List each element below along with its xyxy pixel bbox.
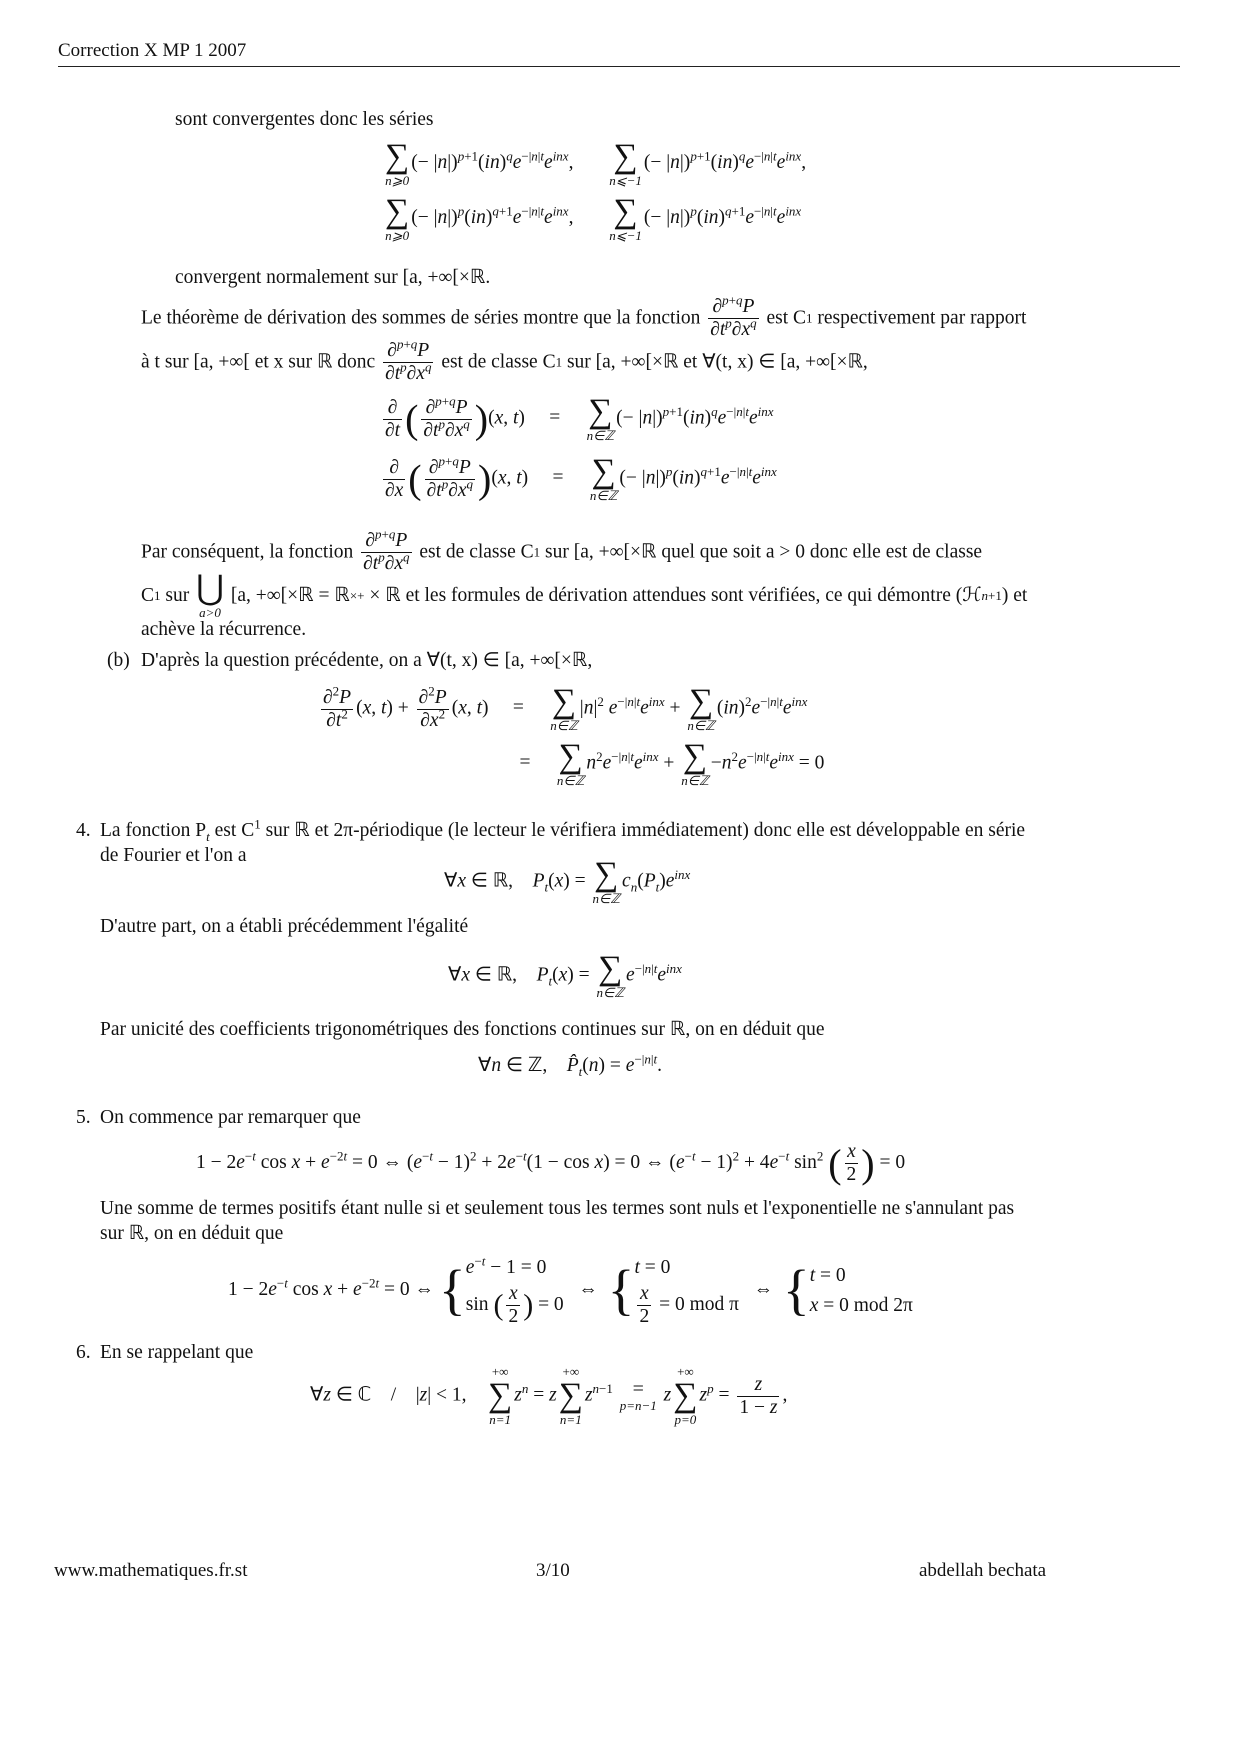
question-5-line-1: On commence par remarquer que <box>100 1107 361 1128</box>
text-recurrence-end: achève la récurrence. <box>141 619 307 640</box>
question-4-label: 4. <box>76 820 91 841</box>
text-union-formulas: × ℝ et les formules de dérivation attendues sont vérifiées, ce qui démontre (ℋ <box>369 585 982 606</box>
equation-geometric-series: ∀z ∈ ℂ / |z| < 1, +∞ ∑ n=1 $z^n = z$ +∞ ∑ n=1 $z^{n-1}$ = p=n−1 z +∞ ∑ p=0 $z^p$ = $\frac{z}{1 - z}$ , <box>310 1364 788 1427</box>
equation-laplacian-1: $\frac{\partial^2P}{\partial t^2}$ (x, t) + $\frac{\partial^2P}{\partial x^2}$ (x, t) = ∑ n∈ℤ $|n|^2$ $e^{-|n|t}e^{inx}$ + ∑ n∈ℤ $(in)^2e^{-|n|t}e^{inx}$ <box>323 683 808 733</box>
text-union-domain: C1 sur ⋃ a>0 [a, +∞[×ℝ = ℝ×+ × ℝ et les formules de dérivation attendues sont vérifiées, ce qui démontre (ℋn+1) et <box>141 570 1028 620</box>
equation-series-1: ∑ n⩾0 (− $|n|)^{p+1}(in)^qe^{-|n|t}e^{inx}$, ∑ n⩽−1 (− $|n|)^{p+1}(in)^qe^{-|n|t}e^{inx}$, <box>385 138 807 188</box>
fraction-partial-pq-2: $\frac{\partial^{p+q}P}{\partial t^p\partial x^q}$ <box>385 336 432 384</box>
footer-page-number: 3/10 <box>536 1560 570 1581</box>
text-consequence-c: sur [a, +∞[×ℝ quel que soit a > 0 donc elle est de classe <box>545 541 983 563</box>
question-4-line-1: La fonction $P_t$ est $C^1$ sur ℝ et 2π-périodique (le lecteur le vérifiera immédiatement) donc elle est développable en série <box>100 816 1026 844</box>
text-convergent-series: sont convergentes donc les séries <box>175 109 434 130</box>
text-class-c1-b: est de classe C <box>441 351 556 373</box>
footer-website: www.mathematiques.fr.st <box>54 1560 248 1581</box>
equation-dx: $\frac{\partial}{\partial x}$ ( $\frac{\partial^{p+q}P}{\partial t^p\partial x^q}$ )(x, t) = ∑ n∈ℤ (− $|n|)^p(in)^{q+1}e^{-|n|t}e^{inx}$ <box>385 453 777 503</box>
big-union: ⋃ a>0 <box>196 570 224 620</box>
question-4-c: sur ℝ et 2π-périodique (le lecteur le vérifiera immédiatement) donc elle est développable en série <box>265 820 1026 841</box>
question-6-line-1: En se rappelant que <box>100 1342 254 1363</box>
question-6-label: 6. <box>76 1342 91 1363</box>
equation-dt: $\frac{\partial}{\partial t}$ ( $\frac{\partial^{p+q}P}{\partial t^p\partial x^q}$ )(x, t) = ∑ n∈ℤ (− $|n|)^{p+1}(in)^qe^{-|n|t}e^{inx}$ <box>385 393 774 443</box>
equation-fourier-2: ∀x ∈ ℝ, $P_t(x)$ = ∑ n∈ℤ $e^{-|n|t}e^{inx}$ <box>448 950 682 1000</box>
question-b-text: D'après la question précédente, on a ∀(t, x) ∈ [a, +∞[×ℝ, <box>141 650 593 671</box>
fraction-partial-pq: $\frac{\partial^{p+q}P}{\partial t^p\partial x^q}$ <box>710 292 757 340</box>
text-consequence-a: Par conséquent, la fonction <box>141 541 354 563</box>
text-union-sur: sur <box>165 585 190 606</box>
question-5-label: 5. <box>76 1107 91 1128</box>
question-4-line-2: de Fourier et l'on a <box>100 845 247 866</box>
equation-series-2: ∑ n⩾0 (− $|n|)^p(in)^{q+1}e^{-|n|t}e^{inx}$, ∑ n⩽−1 (− $|n|)^p(in)^{q+1}e^{-|n|t}e^{inx}$ <box>385 193 802 243</box>
text-union-interval: [a, +∞[×ℝ = ℝ <box>230 585 350 606</box>
text-class-c1-a: à t sur [a, +∞[ et x sur ℝ donc <box>141 351 376 373</box>
text-derivation-theorem: Le théorème de dérivation des sommes de séries montre que la fonction $\frac{\partial^{p+q}P}{\partial t^p\partial x^q}$ est C1 respectivement par rapport <box>141 292 1027 340</box>
text-derivation-theorem-b: est C <box>766 307 807 329</box>
running-header: Correction X MP 1 2007 <box>58 40 247 61</box>
text-union-c: C <box>141 585 155 606</box>
equation-laplacian-2: = ∑ n∈ℤ $n^2e^{-|n|t}e^{inx}$ + ∑ n∈ℤ $-n^2e^{-|n|t}e^{inx} = 0$ <box>519 738 825 788</box>
question-4-b: est C <box>214 820 255 841</box>
question-4-line-3: D'autre part, on a établi précédemment l'égalité <box>100 916 469 937</box>
footer-author: abdellah bechata <box>919 1560 1047 1581</box>
fraction-partial-pq-3: $\frac{\partial^{p+q}P}{\partial t^p\partial x^q}$ <box>363 526 410 574</box>
text-class-c1-c: sur [a, +∞[×ℝ et ∀(t, x) ∈ [a, +∞[×ℝ, <box>566 351 868 373</box>
text-derivation-theorem-a: Le théorème de dérivation des sommes de séries montre que la fonction <box>141 307 701 329</box>
text-normal-convergence: convergent normalement sur [a, +∞[×ℝ. <box>175 267 491 288</box>
equation-denominator-zero: $1 - 2e^{-t}$ $\cos x + e^{-2t} = 0$ ⇔ $(e^{-t} - 1)^2 + 2e^{-t}(1 - \cos x) = 0$ ⇔ $(e^{-t} - 1)^2 + 4e^{-t}$ $\sin^2$ ( $\frac{x}{2}$ ) = 0 <box>196 1141 906 1186</box>
text-union-end: ) et <box>1001 585 1028 606</box>
text-class-c1: à t sur [a, +∞[ et x sur ℝ donc $\frac{\partial^{p+q}P}{\partial t^p\partial x^q}$ est de classe C1 sur [a, +∞[×ℝ et ∀(t, x) ∈ [a, +∞[×ℝ, <box>141 336 868 384</box>
text-derivation-theorem-c: respectivement par rapport <box>817 307 1027 329</box>
question-4-line-4: Par unicité des coefficients trigonométriques des fonctions continues sur ℝ, on en déduit que <box>100 1019 825 1040</box>
text-consequence-b: est de classe C <box>419 541 534 563</box>
equation-system: $1 - 2e^{-t}$ $\cos x + e^{-2t} = 0$ ⇔ { $e^{-t} - 1 = 0$ sin ( $\frac{x}{2}$ ) = 0 ⇔ { t = 0 $\frac{x}{2}$ = 0 mod π ⇔ { t = 0 x = 0 mod 2π <box>228 1253 913 1327</box>
text-consequence: Par conséquent, la fonction $\frac{\partial^{p+q}P}{\partial t^p\partial x^q}$ est de classe C1 sur [a, +∞[×ℝ quel que soit a > 0 donc elle est de classe <box>141 526 983 574</box>
equation-fourier-coeff: ∀n ∈ ℤ, $P̂_t(n) = e^{-|n|t}$. <box>478 1051 662 1079</box>
equation-fourier-1: ∀x ∈ ℝ, $P_t(x)$ = ∑ n∈ℤ $c_n(P_t)e^{inx}$ <box>444 856 691 906</box>
question-4-a: La fonction P <box>100 820 207 841</box>
question-5-line-2: Une somme de termes positifs étant nulle si et seulement tous les termes sont nuls et l'exponentielle ne s'annulant pas <box>100 1198 1015 1219</box>
header-rule <box>58 66 1180 67</box>
question-b-label: (b) <box>107 650 130 671</box>
question-5-line-3: sur ℝ, on en déduit que <box>100 1223 284 1244</box>
